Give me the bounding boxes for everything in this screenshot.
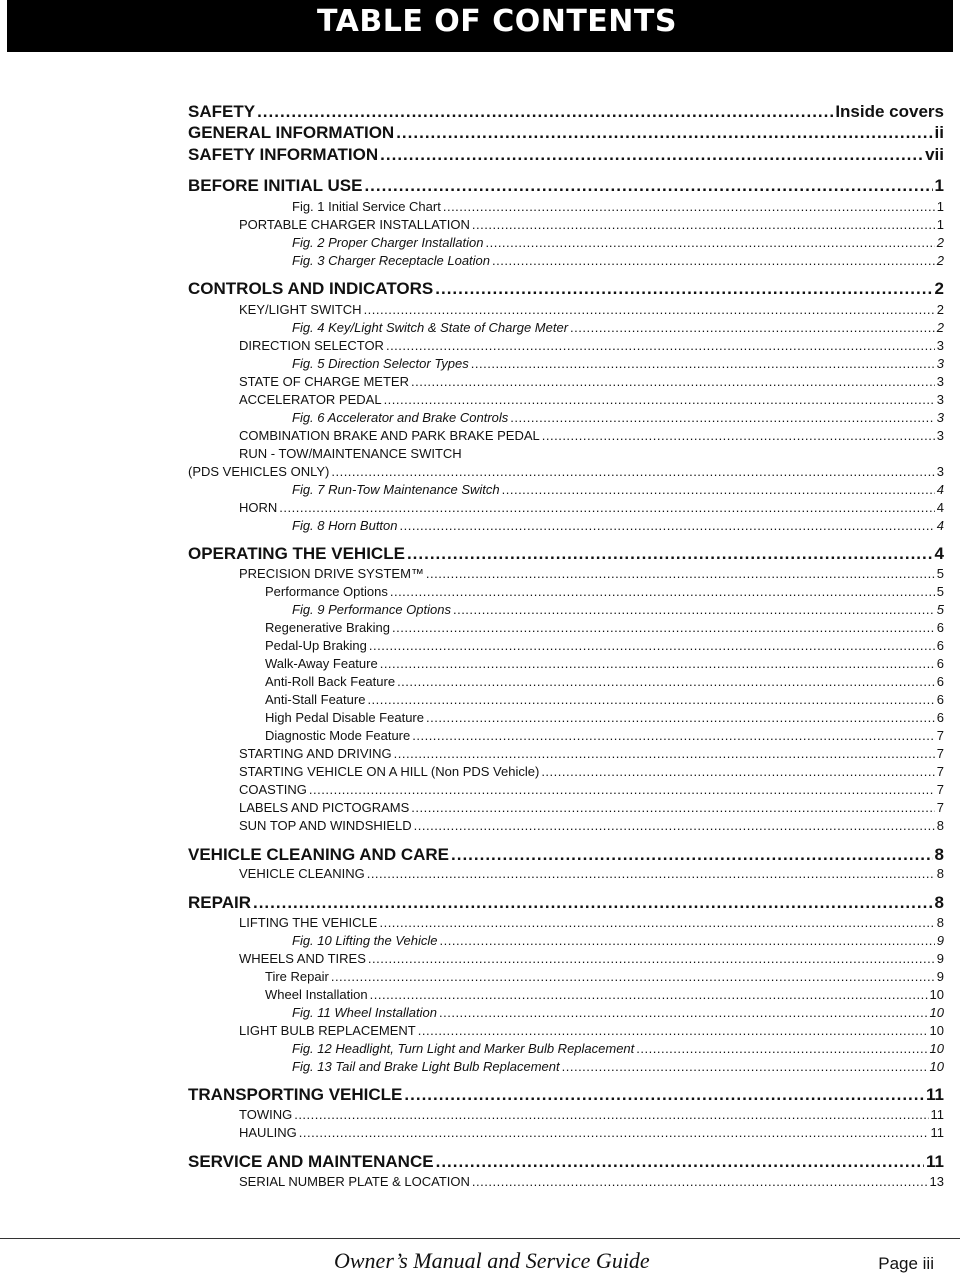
toc-entry (239, 446, 944, 461)
toc-entry (188, 176, 944, 196)
toc-entry (265, 674, 944, 689)
toc-entry-title: Regenerative Braking (265, 620, 391, 635)
toc-entry-title: Fig. 13 Tail and Brake Light Bulb Replacement (292, 1059, 560, 1074)
dot-leader (436, 1152, 924, 1172)
toc-entry-title: SUN TOP AND WINDSHIELD (239, 818, 412, 833)
dot-leader (279, 500, 934, 515)
toc-entry (239, 915, 944, 930)
toc-entry-title: Walk-Away Feature (265, 656, 378, 671)
toc-entry (265, 987, 944, 1002)
toc-entry (265, 692, 944, 707)
toc-entry-title: Fig. 12 Headlight, Turn Light and Marker Bulb Replacement (292, 1041, 635, 1056)
dot-leader (439, 1005, 928, 1020)
toc-entry-title: Fig. 7 Run-Tow Maintenance Switch (292, 482, 500, 497)
toc-entry-title: Diagnostic Mode Feature (265, 728, 411, 743)
toc-entry (239, 217, 944, 232)
toc-entry-page: 3 (936, 356, 944, 371)
toc-entry-page: 8 (934, 893, 944, 912)
dot-leader (485, 235, 934, 250)
toc-entry (239, 782, 944, 797)
toc-entry-page: 3 (936, 464, 944, 479)
toc-entry-page: Inside covers (835, 102, 944, 121)
toc-entry-title: SERIAL NUMBER PLATE & LOCATION (239, 1174, 470, 1189)
toc-entry-page: 1 (936, 199, 944, 214)
toc-entry-title: Fig. 4 Key/Light Switch & State of Charge Meter (292, 320, 569, 335)
toc-entry (188, 1085, 944, 1105)
toc-entry (265, 710, 944, 725)
footer-page-number: Page iii (878, 1254, 934, 1273)
dot-leader (386, 338, 935, 353)
toc-entry-page: 2 (934, 279, 944, 298)
toc-entry-page: 7 (936, 782, 944, 797)
toc-entry-title: GENERAL INFORMATION (188, 123, 395, 142)
toc-entry (265, 638, 944, 653)
toc-entry-title: VEHICLE CLEANING (239, 866, 365, 881)
toc-entry-page: 2 (936, 320, 944, 335)
toc-entry-page: 3 (936, 374, 944, 389)
toc-entry (239, 392, 944, 407)
dot-leader (636, 1041, 927, 1056)
dot-leader (407, 544, 933, 564)
dot-leader (367, 866, 935, 881)
toc-entry (239, 500, 944, 515)
toc-entry-title: Anti-Stall Feature (265, 692, 366, 707)
toc-entry-page: 8 (936, 866, 944, 881)
toc-entry-title: LABELS AND PICTOGRAMS (239, 800, 410, 815)
toc-entry-title: VEHICLE CLEANING AND CARE (188, 845, 449, 864)
toc-entry-page: 9 (936, 933, 944, 948)
toc-entry-title: BEFORE INITIAL USE (188, 176, 363, 195)
dot-leader (542, 428, 935, 443)
toc-entry-title: KEY/LIGHT SWITCH (239, 302, 362, 317)
toc-entry-title: Fig. 3 Charger Receptacle Loation (292, 253, 491, 268)
toc-entry-page: 4 (936, 500, 944, 515)
toc-entry-title: TRANSPORTING VEHICLE (188, 1085, 403, 1104)
dot-leader (299, 1125, 929, 1140)
toc-entry-page: 6 (936, 674, 944, 689)
toc-entry-title: Pedal-Up Braking (265, 638, 367, 653)
toc-entry-title: Performance Options (265, 584, 388, 599)
dot-leader (426, 566, 935, 581)
dot-leader (472, 1174, 928, 1189)
toc-entry-title: RUN - TOW/MAINTENANCE SWITCH (239, 446, 462, 461)
toc-entry-title: Fig. 11 Wheel Installation (292, 1005, 437, 1020)
toc-entry-title: (PDS VEHICLES ONLY) (188, 464, 330, 479)
toc-entry (239, 866, 944, 881)
toc-entry-page: 10 (929, 1023, 944, 1038)
toc-entry (292, 320, 944, 335)
footer-divider (0, 1238, 960, 1239)
toc-entry (239, 302, 944, 317)
toc-entry-title: TOWING (239, 1107, 293, 1122)
toc-entry-page: 9 (936, 951, 944, 966)
dot-leader (364, 176, 932, 196)
dot-leader (294, 1107, 928, 1122)
toc-entry-page: 4 (934, 544, 944, 563)
dot-leader (257, 102, 833, 122)
toc-entry (292, 235, 944, 250)
toc-entry (292, 602, 944, 617)
dot-leader (435, 279, 932, 299)
toc-entry (239, 800, 944, 815)
toc-entry-page: 2 (936, 235, 944, 250)
dot-leader (379, 915, 934, 930)
toc-entry-title: Fig. 5 Direction Selector Types (292, 356, 469, 371)
toc-entry (239, 746, 944, 761)
toc-entry-page: 8 (936, 818, 944, 833)
toc-entry-page: 9 (936, 969, 944, 984)
dot-leader (541, 764, 934, 779)
toc-entry (239, 1023, 944, 1038)
toc-entry-page: 4 (936, 482, 944, 497)
toc-entry (292, 1059, 944, 1074)
toc-entry-page: vii (925, 145, 944, 164)
toc-entry-page: 7 (936, 764, 944, 779)
toc-entry-title: STARTING AND DRIVING (239, 746, 392, 761)
dot-leader (368, 951, 935, 966)
toc-entry-page: 11 (926, 1152, 944, 1171)
toc-entry-page: 10 (929, 1005, 944, 1020)
toc-entry-title: Fig. 9 Performance Options (292, 602, 451, 617)
toc-entry (188, 1152, 944, 1172)
toc-entry-title: STARTING VEHICLE ON A HILL (Non PDS Vehicle) (239, 764, 540, 779)
toc-entry-title: WHEELS AND TIRES (239, 951, 366, 966)
dot-leader (570, 320, 935, 335)
toc-entry (188, 845, 944, 865)
toc-entry-page: 7 (936, 746, 944, 761)
toc-entry (239, 428, 944, 443)
toc-entry (239, 1125, 944, 1140)
dot-leader (451, 845, 933, 865)
toc-entry-title: PRECISION DRIVE SYSTEM™ (239, 566, 424, 581)
dot-leader (253, 893, 933, 913)
dot-leader (502, 482, 935, 497)
toc-entry-page: 5 (936, 566, 944, 581)
toc-entry-title: Tire Repair (265, 969, 329, 984)
dot-leader (472, 217, 935, 232)
toc-entry-page: 3 (936, 392, 944, 407)
toc-entry-page: 11 (930, 1107, 944, 1122)
toc-entry (239, 1107, 944, 1122)
dot-leader (440, 933, 935, 948)
dot-leader (400, 518, 935, 533)
toc-entry-page: 5 (936, 602, 944, 617)
toc-entry-title: LIGHT BULB REPLACEMENT (239, 1023, 416, 1038)
toc-entry (239, 374, 944, 389)
toc-entry-page: 2 (936, 253, 944, 268)
toc-entry-page: 8 (934, 845, 944, 864)
toc-entry-page: 7 (936, 800, 944, 815)
toc-entry (239, 566, 944, 581)
toc-entry-page: 6 (936, 656, 944, 671)
toc-entry (239, 818, 944, 833)
toc-entry-page: 7 (936, 728, 944, 743)
dot-leader (412, 728, 935, 743)
dot-leader (414, 818, 935, 833)
toc-entry (265, 584, 944, 599)
dot-leader (562, 1059, 928, 1074)
dot-leader (471, 356, 935, 371)
toc-entry-page: 1 (936, 217, 944, 232)
toc-entry-title: Anti-Roll Back Feature (265, 674, 396, 689)
dot-leader (411, 800, 935, 815)
toc-entry (292, 410, 944, 425)
toc-entry-page: 10 (929, 1041, 944, 1056)
toc-entry (292, 356, 944, 371)
toc-entry (292, 933, 944, 948)
footer-title: Owner’s Manual and Service Guide (334, 1248, 650, 1273)
toc-entry (188, 893, 944, 913)
toc-entry-page: 3 (936, 428, 944, 443)
toc-entry-page: 13 (929, 1174, 944, 1189)
dot-leader (370, 987, 928, 1002)
toc-entry (292, 482, 944, 497)
toc-entry-title: HORN (239, 500, 278, 515)
toc-entry-page: 3 (936, 410, 944, 425)
dot-leader (397, 674, 935, 689)
dot-leader (367, 692, 934, 707)
toc-entry-page: 11 (930, 1125, 944, 1140)
dot-leader (331, 969, 935, 984)
toc-entry-page: 8 (936, 915, 944, 930)
toc-entry-title: COASTING (239, 782, 307, 797)
dot-leader (384, 392, 935, 407)
toc-entry (239, 338, 944, 353)
dot-leader (404, 1085, 924, 1105)
toc-entry (265, 620, 944, 635)
toc-entry (292, 1041, 944, 1056)
dot-leader (418, 1023, 928, 1038)
dot-leader (453, 602, 935, 617)
toc-entry (265, 656, 944, 671)
toc-entry-page: 6 (936, 620, 944, 635)
toc-entry (292, 518, 944, 533)
toc-entry (188, 123, 944, 143)
toc-entry-title: Fig. 8 Horn Button (292, 518, 398, 533)
toc-entry-page: 4 (936, 518, 944, 533)
toc-entry-title: DIRECTION SELECTOR (239, 338, 384, 353)
toc-entry-title: REPAIR (188, 893, 251, 912)
toc-entry-title: SERVICE AND MAINTENANCE (188, 1152, 434, 1171)
toc-entry (188, 544, 944, 564)
dot-leader (380, 145, 923, 165)
toc-entry (292, 199, 944, 214)
toc-entry-title: High Pedal Disable Feature (265, 710, 424, 725)
dot-leader (411, 374, 935, 389)
toc-entry-title: PORTABLE CHARGER INSTALLATION (239, 217, 470, 232)
dot-leader (426, 710, 935, 725)
dot-leader (396, 123, 932, 143)
dot-leader (510, 410, 934, 425)
toc-entry-title: STATE OF CHARGE METER (239, 374, 409, 389)
toc-entry-page: 6 (936, 710, 944, 725)
toc-entry-page: ii (934, 123, 944, 142)
toc-entry-page: 2 (936, 302, 944, 317)
toc-entry-page: 6 (936, 638, 944, 653)
toc-entry-title: OPERATING THE VEHICLE (188, 544, 405, 563)
toc-entry (292, 1005, 944, 1020)
toc-entry-title: Wheel Installation (265, 987, 368, 1002)
page-title: TABLE OF CONTENTS (317, 4, 677, 39)
dot-leader (380, 656, 935, 671)
dot-leader (443, 199, 935, 214)
dot-leader (392, 620, 935, 635)
toc-entry-title: LIFTING THE VEHICLE (239, 915, 378, 930)
dot-leader (331, 464, 934, 479)
dot-leader (394, 746, 935, 761)
toc-entry-page: 10 (929, 1059, 944, 1074)
toc-entry (265, 969, 944, 984)
toc-entry-title: Fig. 1 Initial Service Chart (292, 199, 441, 214)
toc-entry-page: 3 (936, 338, 944, 353)
toc-entry-title: Fig. 2 Proper Charger Installation (292, 235, 484, 250)
toc-entry (239, 1174, 944, 1189)
toc-entry-page: 1 (934, 176, 944, 195)
toc-entry-title: SAFETY (188, 102, 256, 121)
toc-entry-page: 6 (936, 692, 944, 707)
toc-entry-title: HAULING (239, 1125, 297, 1140)
toc-entry (239, 951, 944, 966)
toc-entry-title: Fig. 6 Accelerator and Brake Controls (292, 410, 509, 425)
toc-entry-title: SAFETY INFORMATION (188, 145, 379, 164)
dot-leader (492, 253, 935, 268)
toc-entry-title: ACCELERATOR PEDAL (239, 392, 382, 407)
toc-entry-title: COMBINATION BRAKE AND PARK BRAKE PEDAL (239, 428, 540, 443)
toc-entry-page: 11 (926, 1085, 944, 1104)
dot-leader (369, 638, 935, 653)
toc-entry-title: CONTROLS AND INDICATORS (188, 279, 434, 298)
toc-entry (188, 279, 944, 299)
toc-entry (188, 102, 944, 122)
toc-entry (188, 145, 944, 165)
toc-entry-page: 5 (936, 584, 944, 599)
dot-leader (309, 782, 935, 797)
toc-entry-title: Fig. 10 Lifting the Vehicle (292, 933, 438, 948)
toc-entry (188, 464, 944, 479)
toc-entry (239, 764, 944, 779)
dot-leader (364, 302, 935, 317)
dot-leader (390, 584, 935, 599)
toc-entry (265, 728, 944, 743)
toc-entry-page: 10 (929, 987, 944, 1002)
toc-entry (292, 253, 944, 268)
